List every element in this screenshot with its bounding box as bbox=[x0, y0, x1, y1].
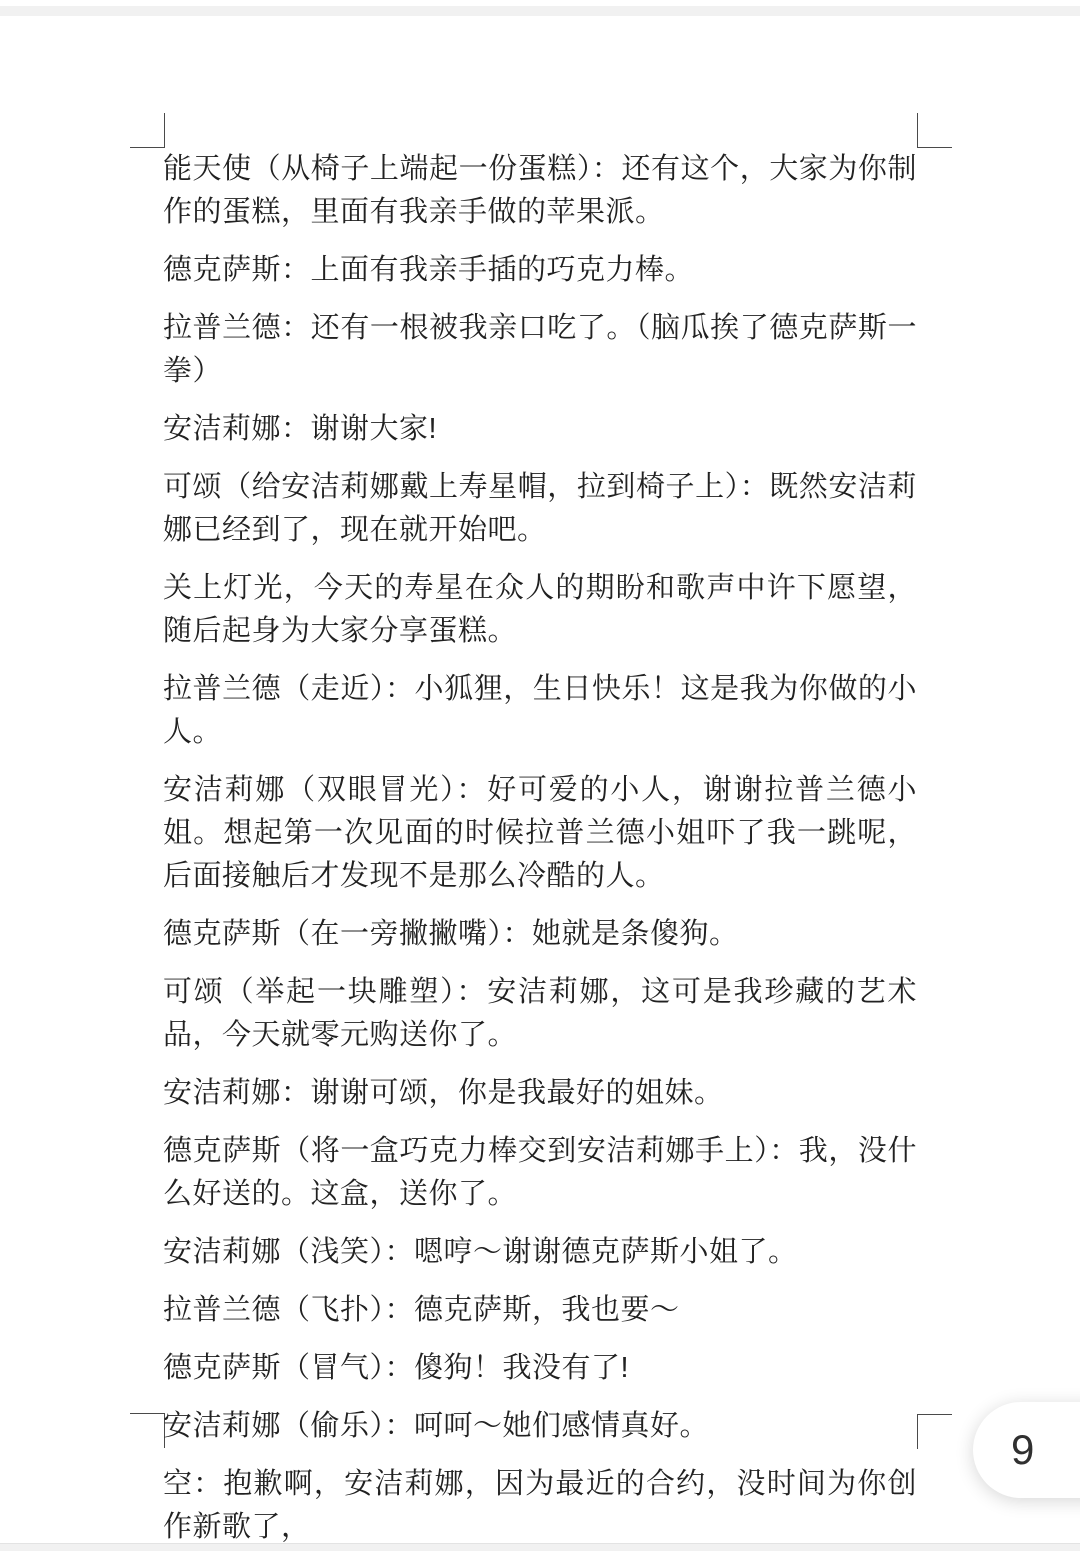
paragraph: 能天使（从椅子上端起一份蛋糕）：还有这个，大家为你制作的蛋糕，里面有我亲手做的苹果派。 bbox=[163, 153, 917, 228]
paragraph: 德克萨斯：上面有我亲手插的巧克力棒。 bbox=[163, 254, 695, 286]
crop-mark-top-right bbox=[917, 113, 952, 148]
paragraph: 安洁莉娜：谢谢大家! bbox=[163, 413, 438, 445]
paragraph: 可颂（举起一块雕塑）：安洁莉娜，这可是我珍藏的艺术品，今天就零元购送你了。 bbox=[163, 976, 917, 1051]
crop-mark-top-left bbox=[130, 113, 165, 148]
page-number: 9 bbox=[1011, 1426, 1035, 1473]
page-separator-top bbox=[0, 6, 1080, 16]
paragraph: 拉普兰德（飞扑）：德克萨斯，我也要～ bbox=[163, 1294, 680, 1326]
paragraph: 拉普兰德：还有一根被我亲口吃了。（脑瓜挨了德克萨斯一拳） bbox=[163, 312, 917, 387]
paragraph: 安洁莉娜：谢谢可颂，你是我最好的姐妹。 bbox=[163, 1077, 724, 1109]
paragraph: 拉普兰德（走近）：小狐狸，生日快乐！这是我为你做的小人。 bbox=[163, 673, 917, 748]
page-content bbox=[163, 148, 917, 1551]
paragraph: 安洁莉娜（双眼冒光）：好可爱的小人，谢谢拉普兰德小姐。想起第一次见面的时候拉普兰德小姐吓了我一跳呢，后面接触后才发现不是那么冷酷的人。 bbox=[163, 774, 917, 892]
paragraph: 德克萨斯（将一盒巧克力棒交到安洁莉娜手上）：我，没什么好送的。这盒，送你了。 bbox=[163, 1135, 917, 1210]
paragraph: 安洁莉娜（偷乐）：呵呵～她们感情真好。 bbox=[163, 1410, 710, 1442]
paragraph: 德克萨斯（冒气）：傻狗！我没有了! bbox=[163, 1352, 630, 1384]
page-separator-bottom bbox=[0, 1543, 1080, 1551]
paragraph: 空：抱歉啊，安洁莉娜，因为最近的合约，没时间为你创作新歌了， bbox=[163, 1468, 917, 1543]
page-number-pill[interactable] bbox=[973, 1402, 1080, 1498]
crop-mark-bottom-left bbox=[130, 1413, 165, 1448]
paragraph: 关上灯光，今天的寿星在众人的期盼和歌声中许下愿望，随后起身为大家分享蛋糕。 bbox=[163, 572, 917, 647]
paragraph: 安洁莉娜（浅笑）：嗯哼～谢谢德克萨斯小姐了。 bbox=[163, 1236, 798, 1268]
crop-mark-bottom-right bbox=[917, 1414, 952, 1449]
paragraph: 可颂（给安洁莉娜戴上寿星帽，拉到椅子上）：既然安洁莉娜已经到了，现在就开始吧。 bbox=[163, 471, 917, 546]
paragraph: 德克萨斯（在一旁撇撇嘴）：她就是条傻狗。 bbox=[163, 918, 739, 950]
